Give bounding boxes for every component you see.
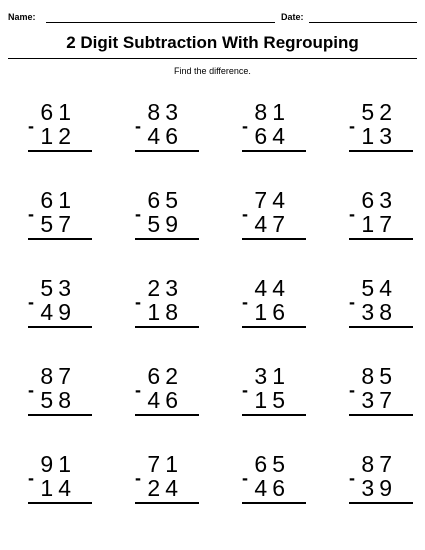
minuend: 53	[40, 275, 76, 301]
subtrahend: 59	[147, 211, 183, 237]
answer-line[interactable]	[242, 414, 306, 416]
subtrahend: 12	[40, 123, 76, 149]
minus-sign: -	[135, 468, 141, 488]
answer-line[interactable]	[349, 150, 413, 152]
subtraction-problem	[238, 189, 308, 251]
subtraction-problem	[24, 101, 94, 163]
subtrahend: 64	[254, 123, 290, 149]
answer-line[interactable]	[28, 502, 92, 504]
answer-line[interactable]	[135, 502, 199, 504]
subtrahend: 16	[254, 299, 290, 325]
subtraction-problem	[238, 365, 308, 427]
answer-line[interactable]	[135, 326, 199, 328]
minus-sign: -	[28, 292, 34, 312]
subtrahend: 46	[254, 475, 290, 501]
subtraction-problem	[131, 277, 201, 339]
subtraction-problem	[131, 189, 201, 251]
minuend: 31	[254, 363, 290, 389]
minuend: 63	[361, 187, 397, 213]
subtraction-problem	[24, 277, 94, 339]
subtrahend: 17	[361, 211, 397, 237]
minuend: 87	[361, 451, 397, 477]
subtrahend: 13	[361, 123, 397, 149]
answer-line[interactable]	[28, 326, 92, 328]
answer-line[interactable]	[349, 238, 413, 240]
date-label: Date:	[281, 12, 304, 22]
subtrahend: 24	[147, 475, 183, 501]
minuend: 87	[40, 363, 76, 389]
subtrahend: 46	[147, 123, 183, 149]
minuend: 85	[361, 363, 397, 389]
subtrahend: 47	[254, 211, 290, 237]
subtraction-problem	[131, 453, 201, 515]
subtrahend: 46	[147, 387, 183, 413]
answer-line[interactable]	[28, 150, 92, 152]
subtrahend: 37	[361, 387, 397, 413]
answer-line[interactable]	[349, 326, 413, 328]
subtrahend: 39	[361, 475, 397, 501]
minuend: 61	[40, 187, 76, 213]
minuend: 81	[254, 99, 290, 125]
minus-sign: -	[349, 468, 355, 488]
answer-line[interactable]	[135, 150, 199, 152]
minuend: 74	[254, 187, 290, 213]
subtrahend: 49	[40, 299, 76, 325]
subtraction-problem	[345, 453, 415, 515]
minus-sign: -	[135, 204, 141, 224]
minus-sign: -	[135, 292, 141, 312]
subtraction-problem	[345, 277, 415, 339]
answer-line[interactable]	[242, 150, 306, 152]
minus-sign: -	[242, 292, 248, 312]
answer-line[interactable]	[135, 238, 199, 240]
minuend: 52	[361, 99, 397, 125]
minus-sign: -	[349, 116, 355, 136]
answer-line[interactable]	[28, 414, 92, 416]
subtrahend: 57	[40, 211, 76, 237]
subtrahend: 58	[40, 387, 76, 413]
minuend: 91	[40, 451, 76, 477]
minus-sign: -	[242, 204, 248, 224]
worksheet-title: 2 Digit Subtraction With Regrouping	[66, 33, 359, 52]
minus-sign: -	[242, 116, 248, 136]
minuend: 71	[147, 451, 183, 477]
subtrahend: 15	[254, 387, 290, 413]
subtraction-problem	[238, 101, 308, 163]
subtrahend: 18	[147, 299, 183, 325]
subtraction-problem	[24, 453, 94, 515]
answer-line[interactable]	[242, 326, 306, 328]
subtrahend: 14	[40, 475, 76, 501]
minuend: 83	[147, 99, 183, 125]
minuend: 54	[361, 275, 397, 301]
subtraction-problem	[345, 189, 415, 251]
minus-sign: -	[242, 380, 248, 400]
subtraction-problem	[131, 365, 201, 427]
minus-sign: -	[349, 204, 355, 224]
minus-sign: -	[242, 468, 248, 488]
subtrahend: 38	[361, 299, 397, 325]
minus-sign: -	[28, 204, 34, 224]
subtraction-problem	[24, 365, 94, 427]
answer-line[interactable]	[242, 238, 306, 240]
minus-sign: -	[135, 380, 141, 400]
minus-sign: -	[135, 116, 141, 136]
subtraction-problem	[345, 101, 415, 163]
answer-line[interactable]	[349, 414, 413, 416]
minus-sign: -	[349, 292, 355, 312]
minus-sign: -	[28, 116, 34, 136]
subtraction-problem	[24, 189, 94, 251]
minus-sign: -	[28, 468, 34, 488]
answer-line[interactable]	[349, 502, 413, 504]
minuend: 61	[40, 99, 76, 125]
subtraction-problem	[131, 101, 201, 163]
minuend: 62	[147, 363, 183, 389]
subtraction-problem	[238, 453, 308, 515]
name-label: Name:	[8, 12, 36, 22]
minus-sign: -	[28, 380, 34, 400]
minuend: 23	[147, 275, 183, 301]
instructions: Find the difference.	[174, 66, 251, 76]
subtraction-problem	[345, 365, 415, 427]
minuend: 65	[254, 451, 290, 477]
answer-line[interactable]	[28, 238, 92, 240]
subtraction-problem	[238, 277, 308, 339]
answer-line[interactable]	[135, 414, 199, 416]
minuend: 65	[147, 187, 183, 213]
minus-sign: -	[349, 380, 355, 400]
minuend: 44	[254, 275, 290, 301]
answer-line[interactable]	[242, 502, 306, 504]
